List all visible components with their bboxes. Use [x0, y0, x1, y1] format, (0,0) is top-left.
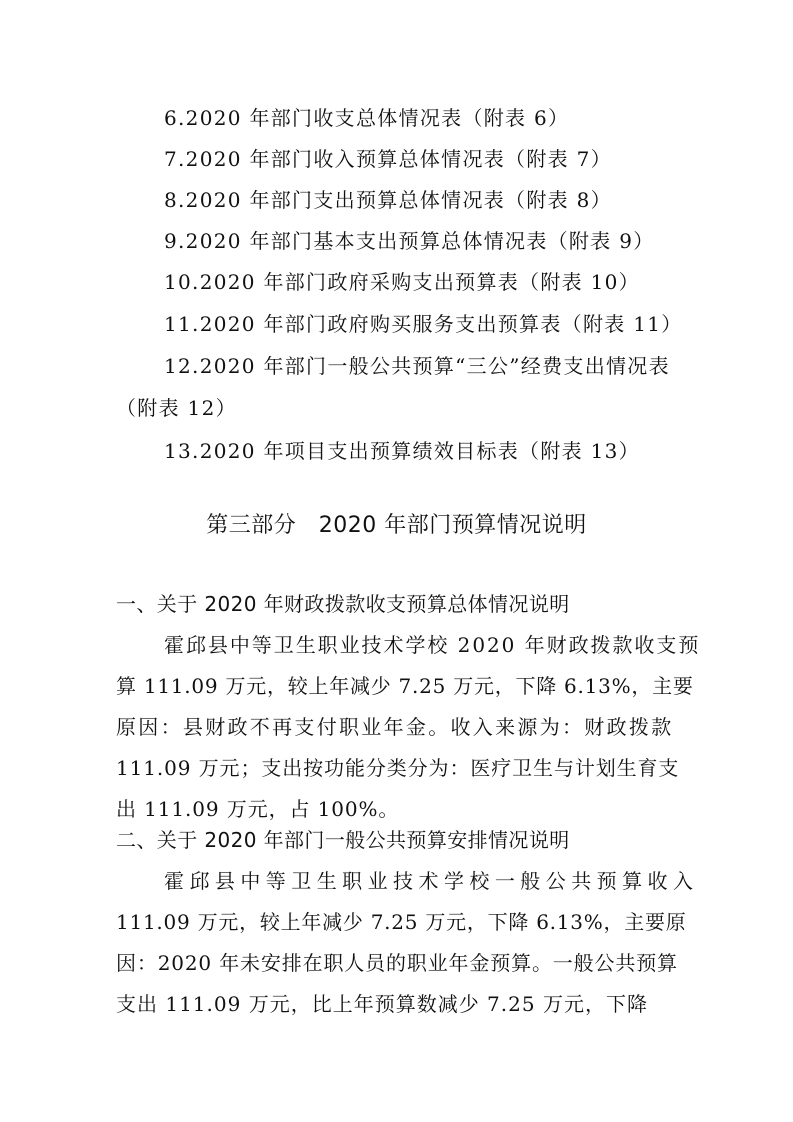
paragraph-line: 算 111.09 万元，较上年减少 7.25 万元，下降 6.13%，主要 — [116, 674, 694, 698]
list-item-13: 13.2020 年项目支出预算绩效目标表（附表 13） — [164, 439, 640, 463]
section-heading-2: 二、关于 2020 年部门一般公共预算安排情况说明 — [116, 828, 570, 852]
list-item-10: 10.2020 年部门政府采购支出预算表（附表 10） — [164, 270, 640, 294]
list-item-8: 8.2020 年部门支出预算总体情况表（附表 8） — [164, 188, 612, 212]
paragraph-line: 支出 111.09 万元，比上年预算数减少 7.25 万元，下降 — [116, 992, 648, 1016]
list-item-7: 7.2020 年部门收入预算总体情况表（附表 7） — [164, 147, 612, 171]
paragraph-line: 原因：县财政不再支付职业年金。收入来源为：财政拨款 — [116, 715, 674, 739]
list-item-12: 12.2020 年部门一般公共预算“三公”经费支出情况表 — [164, 354, 670, 378]
paragraph-line: 霍邱县中等卫生职业技术学校 2020 年财政拨款收支预 — [164, 633, 701, 657]
paragraph-line: 111.09 万元，较上年减少 7.25 万元，下降 6.13%，主要原 — [116, 910, 687, 934]
paragraph-line: 霍邱县中等卫生职业技术学校一般公共预算收入 — [164, 869, 699, 893]
paragraph-line: 因：2020 年未安排在职人员的职业年金预算。一般公共预算 — [116, 951, 678, 975]
paragraph-line: 出 111.09 万元，占 100%。 — [116, 797, 400, 821]
paragraph-line: 111.09 万元；支出按功能分类分为：医疗卫生与计划生育支 — [116, 756, 680, 780]
list-item-6: 6.2020 年部门收支总体情况表（附表 6） — [164, 106, 570, 130]
section-heading-1: 一、关于 2020 年财政拨款收支预算总体情况说明 — [116, 592, 570, 616]
list-item-12-continuation: （附表 12） — [116, 396, 237, 420]
list-item-9: 9.2020 年部门基本支出预算总体情况表（附表 9） — [164, 229, 655, 253]
part-title: 第三部分 2020 年部门预算情况说明 — [206, 513, 587, 538]
list-item-11: 11.2020 年部门政府购买服务支出预算表（附表 11） — [164, 312, 683, 336]
